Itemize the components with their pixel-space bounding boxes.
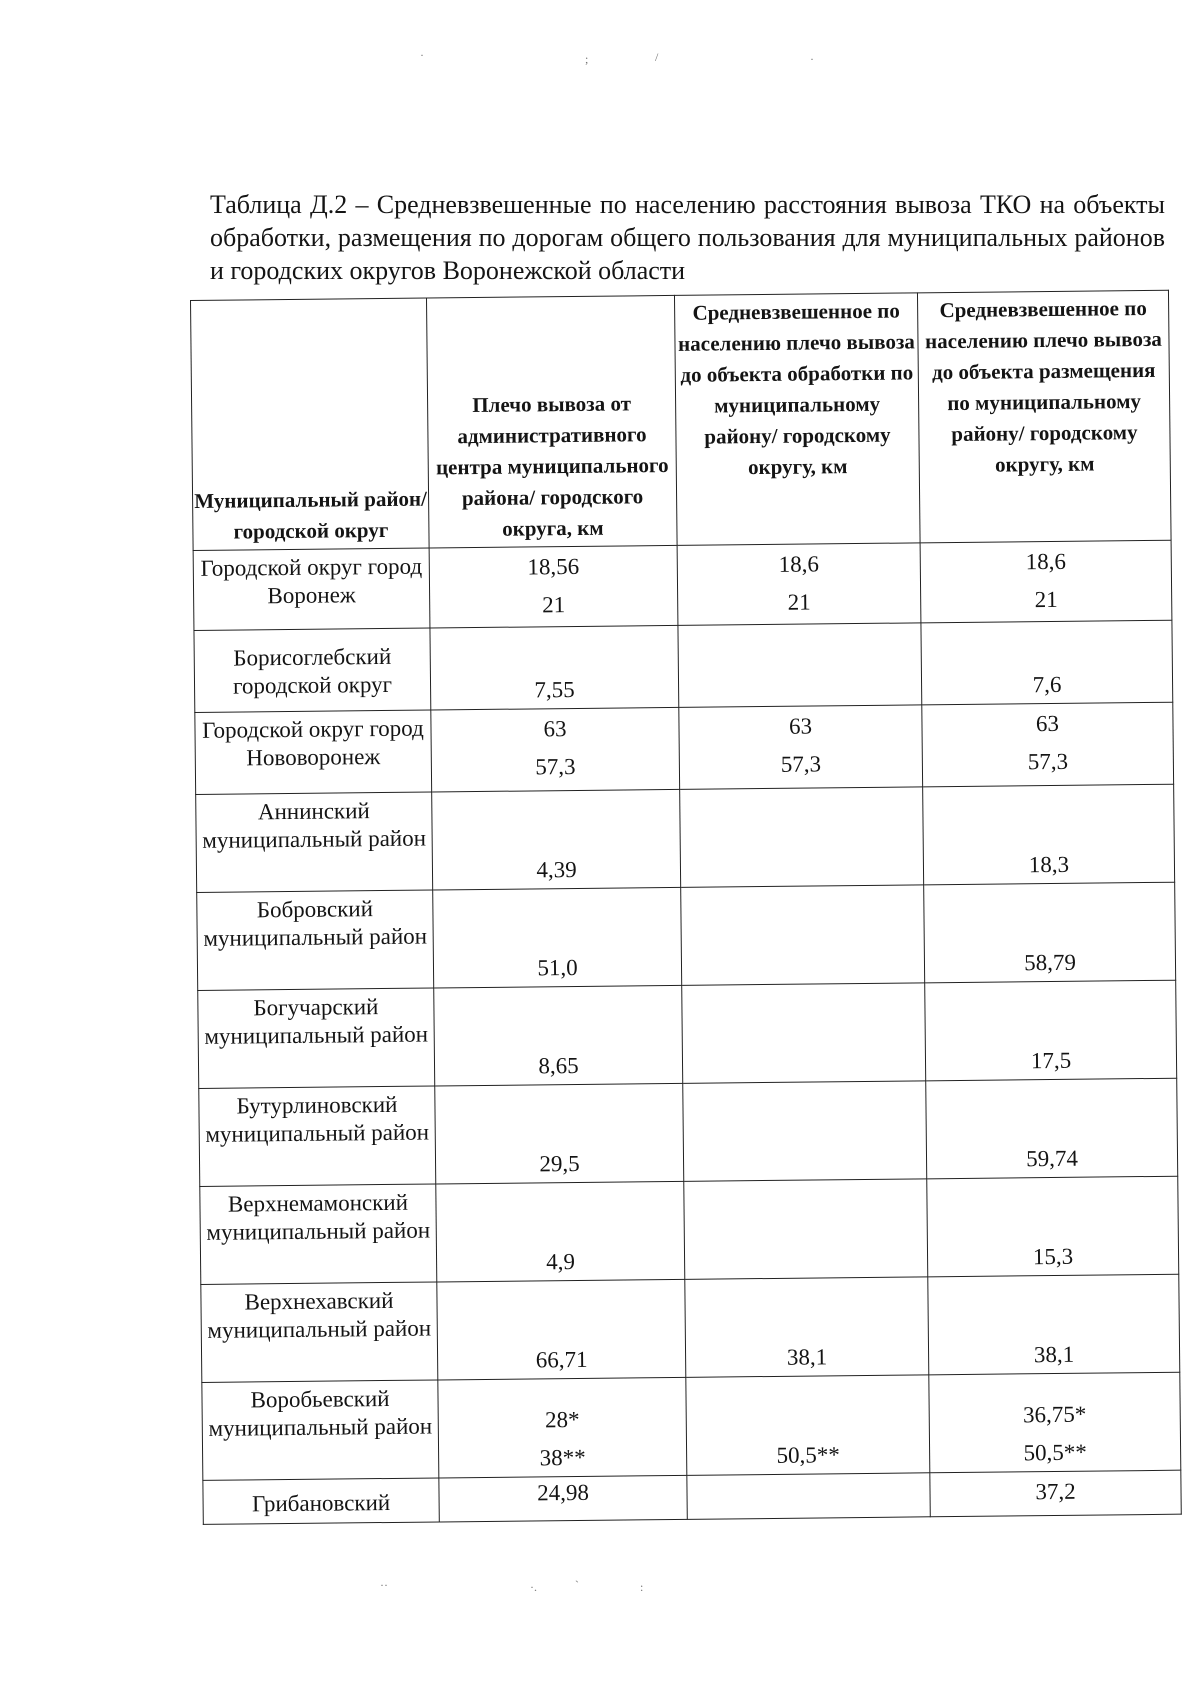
table-row xyxy=(200,1176,1179,1284)
district-name: Верхнемамонский муниципальный район xyxy=(200,1184,437,1284)
disposal-distance-cell: 7,6 xyxy=(921,620,1173,705)
table-row xyxy=(197,882,1176,990)
table-row xyxy=(196,784,1175,892)
table-row xyxy=(194,620,1173,712)
district-name: Богучарский муниципальный район xyxy=(198,988,435,1088)
disposal-distance-cell: 36,75* 50,5** xyxy=(929,1372,1181,1473)
scan-speck: / xyxy=(655,50,659,64)
table-row xyxy=(202,1372,1181,1480)
processing-distance-cell xyxy=(678,623,922,708)
disposal-distance-cell: 37,2 xyxy=(930,1470,1181,1517)
disposal-distance-cell: 17,5 xyxy=(925,980,1177,1081)
processing-distance-cell: 63 57,3 xyxy=(679,705,923,790)
scan-speck: ; xyxy=(585,52,589,66)
processing-distance-cell xyxy=(681,885,925,986)
admin-distance-cell: 51,0 xyxy=(433,887,682,988)
admin-distance-cell: 24,98 xyxy=(439,1475,687,1522)
processing-distance-cell xyxy=(683,1081,927,1182)
district-name: Верхнехавский муниципальный район xyxy=(201,1282,438,1382)
header-district: Муниципальный район/ городской округ xyxy=(191,298,430,550)
admin-distance-cell: 4,39 xyxy=(432,789,681,890)
scan-speck: · xyxy=(810,52,814,66)
district-name: Городской округ город Воронеж xyxy=(193,548,430,630)
admin-distance-cell: 63 57,3 xyxy=(431,707,680,792)
disposal-distance-cell: 18,6 21 xyxy=(920,540,1172,623)
district-name: Бутурлиновский муниципальный район xyxy=(199,1086,436,1186)
table-row xyxy=(199,1078,1178,1186)
processing-distance-cell: 18,6 21 xyxy=(677,543,921,626)
table-row xyxy=(201,1274,1180,1382)
scan-speck: ·· xyxy=(380,1578,388,1592)
table-row xyxy=(203,1470,1181,1524)
admin-distance-cell: 7,55 xyxy=(430,625,679,710)
admin-distance-cell: 28* 38** xyxy=(438,1377,687,1478)
header-processing-distance: Средневзвешенное по населению плечо вывоза до объекта обработки по муниципальному району/ городскому округу, км xyxy=(674,293,920,546)
district-name: Воробьевский муниципальный район xyxy=(202,1380,439,1480)
district-name: Аннинский муниципальный район xyxy=(196,792,433,892)
district-name: Грибановский xyxy=(203,1478,439,1524)
table-row xyxy=(195,702,1174,794)
district-name: Бобровский муниципальный район xyxy=(197,890,434,990)
scan-speck: · xyxy=(420,48,424,62)
header-disposal-distance: Средневзвешенное по населению плечо вывоза до объекта размещения по муниципальному району/ городскому округу, км xyxy=(917,290,1171,543)
processing-distance-cell xyxy=(682,983,926,1084)
district-name: Борисоглебский городской округ xyxy=(194,628,431,712)
table-row xyxy=(193,540,1172,630)
disposal-distance-cell: 58,79 xyxy=(924,882,1176,983)
admin-distance-cell: 8,65 xyxy=(434,985,683,1086)
admin-distance-cell: 4,9 xyxy=(436,1181,685,1282)
disposal-distance-cell: 63 57,3 xyxy=(922,702,1174,787)
disposal-distance-cell: 59,74 xyxy=(926,1078,1178,1179)
scan-speck: ` xyxy=(575,1578,579,1592)
distance-table xyxy=(190,290,1182,1525)
district-name: Городской округ город Нововоронеж xyxy=(195,710,432,794)
processing-distance-cell: 50,5** xyxy=(686,1375,930,1476)
disposal-distance-cell: 15,3 xyxy=(927,1176,1179,1277)
disposal-distance-cell: 38,1 xyxy=(928,1274,1180,1375)
processing-distance-cell xyxy=(687,1473,930,1520)
admin-distance-cell: 18,56 21 xyxy=(429,545,678,628)
scan-speck: ·. xyxy=(530,1580,537,1594)
processing-distance-cell: 38,1 xyxy=(685,1277,929,1378)
admin-distance-cell: 66,71 xyxy=(437,1279,686,1380)
disposal-distance-cell: 18,3 xyxy=(923,784,1175,885)
admin-distance-cell: 29,5 xyxy=(435,1083,684,1184)
table-row xyxy=(198,980,1177,1088)
processing-distance-cell xyxy=(680,787,924,888)
processing-distance-cell xyxy=(684,1179,928,1280)
table-header-row xyxy=(191,290,1172,550)
header-admin-distance: Плечо вывоза от административного центра муниципального района/ городского округа, км xyxy=(426,295,677,548)
table-caption: Таблица Д.2 – Средневзвешенные по населению расстояния вывоза ТКО на объекты обработки, размещения по дорогам общего пользования для муниципальных районов и городских округов Воронежской области xyxy=(210,190,1165,285)
scan-speck: : xyxy=(640,1580,644,1594)
